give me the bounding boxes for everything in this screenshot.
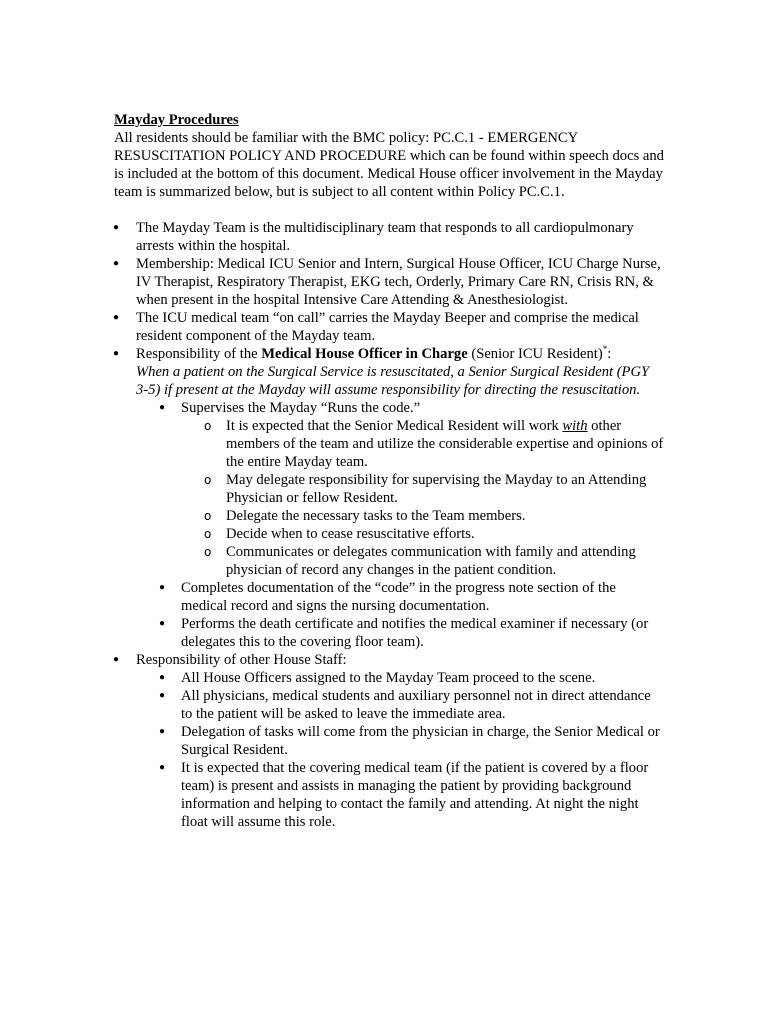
sub-sub-text-pre: It is expected that the Senior Medical Resident will work [226,418,563,434]
doc-intro: All residents should be familiar with the BMC policy: PC.C.1 - EMERGENCY RESUSCITATION POLICY AND PROCEDURE which can be found within speech docs and is included at the bottom of this document. Medical House officer involvement in the Mayday team is summarized below, but is subject to all content within Policy PC.C.1. [114,130,664,200]
sub-bullet-text: Performs the death certificate and notifies the medical examiner if necessary (or delegates this to the covering floor team). [181,616,649,650]
list-item [159,399,664,579]
bullet-icon: ● [113,654,120,665]
bullet-icon: ● [159,618,166,629]
bullet-text-colon: : [607,346,612,362]
sub-bullet-text: Supervises the Mayday “Runs the code.” [181,400,421,416]
bullet-icon: o [204,419,212,433]
list-item [159,615,664,651]
list-item [159,687,664,723]
list-item [114,345,664,651]
bullet-text-post: (Senior ICU Resident) [467,346,603,362]
list-item [204,543,664,579]
sub-sub-text: May delegate responsibility for supervising the Mayday to an Attending Physician or fellow Resident. [226,472,647,506]
list-item [114,309,664,345]
sub-bullet-text: It is expected that the covering medical team (if the patient is covered by a floor team) is present and assists in managing the patient by providing background information and helping to contact the family and attending. At night the night float will assume this role. [181,760,649,830]
bullet-text: The Mayday Team is the multidisciplinary team that responds to all cardiopulmonary arrests within the hospital. [136,220,634,254]
spacer [114,201,664,219]
sub-sub-bullet-list [204,417,664,579]
footnote-marker: * [602,344,608,355]
list-item [114,651,664,831]
main-bullet-list [114,219,664,831]
list-item [204,507,664,525]
bullet-icon: ● [159,672,166,683]
bullet-icon: ● [113,258,120,269]
document-page [114,111,664,831]
bullet-icon: ● [159,582,166,593]
list-item [204,417,664,471]
list-item [114,255,664,309]
sub-bullet-list [159,669,664,831]
bullet-icon: o [204,509,212,523]
sub-bullet-text: Delegation of tasks will come from the physician in charge, the Senior Medical or Surgical Resident. [181,724,660,758]
bullet-icon: o [204,545,212,559]
sub-sub-text-post: other members of the team and utilize the considerable expertise and opinions of the entire Mayday team. [226,418,664,470]
bullet-text: Membership: Medical ICU Senior and Intern, Surgical House Officer, ICU Charge Nurse, IV Therapist, Respiratory Therapist, EKG tech, Orderly, Primary Care RN, Crisis RN, & when present in the hospital Intensive Care Attending & Anesthesiologist. [136,256,661,308]
bullet-icon: ● [113,348,120,359]
sub-bullet-text: All physicians, medical students and auxiliary personnel not in direct attendance to the patient will be asked to leave the immediate area. [181,688,651,722]
surgical-note: When a patient on the Surgical Service is resuscitated, a Senior Surgical Resident (PGY 3-5) if present at the Mayday will assume responsibility for directing the resuscitation. [136,364,650,398]
bullet-icon: ● [159,762,166,773]
bullet-icon: ● [113,222,120,233]
sub-bullet-text: Completes documentation of the “code” in the progress note section of the medical record and signs the nursing documentation. [181,580,616,614]
bullet-icon: ● [159,402,166,413]
list-item [159,723,664,759]
list-item [159,669,664,687]
list-item [204,525,664,543]
sub-sub-text: Delegate the necessary tasks to the Team members. [226,508,526,524]
list-item [114,219,664,255]
list-item [159,579,664,615]
bullet-text: The ICU medical team “on call” carries the Mayday Beeper and comprise the medical resident component of the Mayday team. [136,310,639,344]
bullet-text: Responsibility of other House Staff: [136,652,347,668]
list-item [159,759,664,831]
sub-bullet-list [159,399,664,651]
bullet-icon: ● [159,690,166,701]
bullet-icon: ● [113,312,120,323]
sub-sub-text: Communicates or delegates communication with family and attending physician of record any changes in the patient condition. [226,544,636,578]
sub-sub-text: Decide when to cease resuscitative efforts. [226,526,475,542]
bullet-icon: ● [159,726,166,737]
bullet-text-bold: Medical House Officer in Charge [261,346,468,362]
sub-bullet-text: All House Officers assigned to the Mayday Team proceed to the scene. [181,670,596,686]
bullet-icon: o [204,473,212,487]
sub-sub-text-emphasis: with [562,418,588,434]
bullet-text-pre: Responsibility of the [136,346,262,362]
bullet-icon: o [204,527,212,541]
doc-title: Mayday Procedures [114,112,239,128]
list-item [204,471,664,507]
